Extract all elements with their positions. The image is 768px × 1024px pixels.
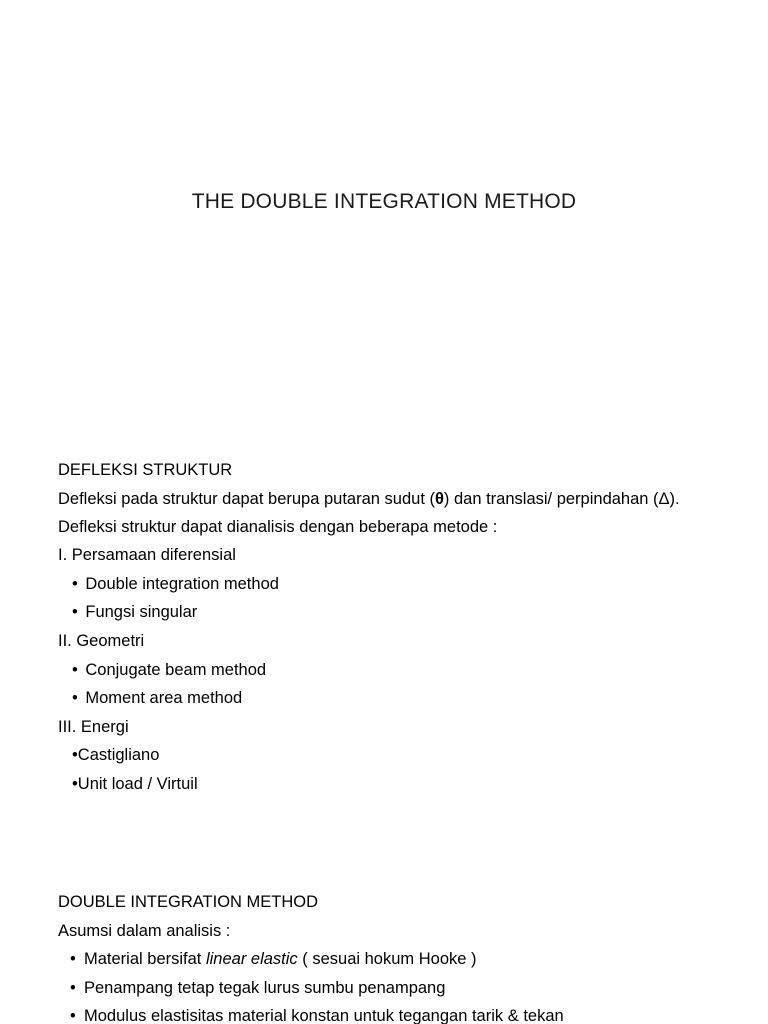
bullet-icon: • (72, 660, 78, 679)
assumption-italic: linear elastic (205, 950, 298, 969)
list-item-text: Fungsi singular (85, 603, 198, 622)
intro-paragraph (58, 489, 708, 509)
list-item (58, 1002, 708, 1024)
list-item-text: Double integration method (85, 574, 279, 593)
list-item (58, 741, 708, 770)
list-item (58, 570, 708, 599)
list-item-text: Unit load / Virtuil (77, 774, 198, 793)
list-item-text: Castigliano (77, 746, 160, 765)
section-deflection (58, 456, 708, 799)
bullet-icon: • (72, 746, 78, 765)
list-item-text: Penampang tetap tegak lurus sumbu penampang (84, 978, 446, 997)
bullet-icon: • (72, 689, 78, 708)
section-heading-deflection: DEFLEKSI STRUKTUR (58, 461, 233, 479)
assumptions-intro: Asumsi dalam analisis : (58, 921, 231, 940)
list-item (58, 770, 708, 799)
list-item-text: Modulus elastisitas material konstan untuk tegangan tarik & tekan (84, 1007, 564, 1024)
assumption-suffix: ( sesuai hokum Hooke ) (297, 950, 477, 969)
list-item (58, 945, 708, 974)
bullet-icon: • (70, 1007, 76, 1024)
bullet-icon: • (70, 950, 76, 969)
list-item (58, 656, 708, 685)
bullet-icon: • (72, 574, 78, 593)
theta-symbol: θ (434, 489, 444, 508)
list-item (58, 598, 708, 627)
intro-suffix: ) dan translasi/ perpindahan (Δ). (443, 489, 680, 508)
assumption-prefix: Material bersifat (84, 950, 206, 969)
bullet-icon: • (72, 603, 78, 622)
page-title: THE DOUBLE INTEGRATION METHOD (191, 190, 577, 213)
intro-prefix: Defleksi pada struktur dapat berupa putaran sudut ( (58, 489, 435, 508)
list-item (58, 974, 708, 1003)
list-item-text: Moment area method (85, 689, 243, 708)
group-label-geometry: II. Geometri (58, 631, 145, 650)
bullet-icon: • (70, 978, 76, 997)
section-heading-double-integration: DOUBLE INTEGRATION METHOD (58, 893, 319, 911)
methods-intro: Defleksi struktur dapat dianalisis dengan beberapa metode : (58, 517, 498, 536)
list-item-text: Conjugate beam method (85, 660, 267, 679)
bullet-icon: • (72, 774, 78, 793)
section-double-integration (58, 888, 708, 1024)
group-label-energy: III. Energi (58, 717, 129, 736)
group-label-differential: I. Persamaan diferensial (58, 546, 236, 565)
list-item (58, 684, 708, 713)
